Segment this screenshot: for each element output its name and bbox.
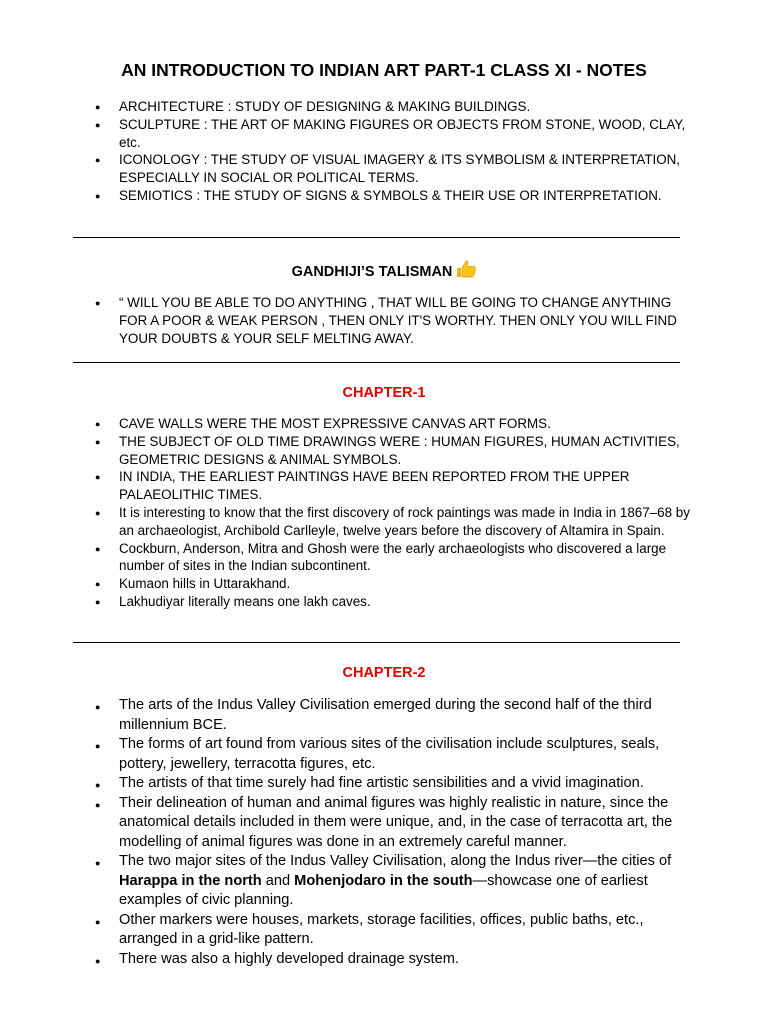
- list-item: ● Cockburn, Anderson, Mitra and Ghosh were the early archaeologists who discovered a large number of sites in the Indian subcontinent.: [95, 540, 695, 576]
- list-item: ● CAVE WALLS WERE THE MOST EXPRESSIVE CANVAS ART FORMS.: [95, 415, 695, 433]
- list-item: ● “ WILL YOU BE ABLE TO DO ANYTHING , THAT WILL BE GOING TO CHANGE ANYTHING FOR A POOR & WEAK PERSON , THEN ONLY IT'S WORTHY. THEN ONLY YOU WILL FIND YOUR DOUBTS & YOUR SELF MELTING AWAY.: [95, 294, 695, 347]
- list-item: ● Their delineation of human and animal figures was highly realistic in nature, since the anatomical details included in them were unique, and, in the case of terracotta art, the modelling of animal figures was done in an extremely careful manner.: [95, 794, 695, 853]
- list-item: ● Kumaon hills in Uttarakhand.: [95, 575, 695, 593]
- divider: [73, 237, 680, 238]
- list-item: ● The arts of the Indus Valley Civilisation emerged during the second half of the third millennium BCE.: [95, 696, 695, 735]
- thumbs-up-icon: [456, 260, 476, 282]
- list-item: ● ICONOLOGY : THE STUDY OF VISUAL IMAGERY & ITS SYMBOLISM & INTERPRETATION, ESPECIALLY IN SOCIAL OR POLITICAL TERMS.: [95, 151, 695, 187]
- page-title: AN INTRODUCTION TO INDIAN ART PART-1 CLASS XI - NOTES: [121, 60, 647, 80]
- list-item: ● Lakhudiyar literally means one lakh caves.: [95, 593, 695, 611]
- harappa-text: Harappa in the north: [119, 872, 262, 889]
- chapter-1-title: CHAPTER-1: [342, 385, 426, 401]
- chapter-1-list: [95, 415, 695, 611]
- list-item: ● Other markers were houses, markets, storage facilities, offices, public baths, etc., arranged in a grid-like pattern.: [95, 911, 695, 950]
- talisman-title: [0, 260, 768, 282]
- sites-text-before: The two major sites of the Indus Valley Civilisation, along the Indus river—the cities of: [119, 853, 672, 869]
- sites-text-after: —showcase one of earliest examples of civic planning.: [119, 872, 648, 908]
- mohenjodaro-text: Mohenjodaro in the south: [294, 872, 473, 889]
- list-item: ● There was also a highly developed drainage system.: [95, 950, 695, 970]
- talisman-list: [95, 294, 695, 347]
- intro-list: [95, 98, 695, 205]
- list-item: ● THE SUBJECT OF OLD TIME DRAWINGS WERE : HUMAN FIGURES, HUMAN ACTIVITIES, GEOMETRIC DESIGNS & ANIMAL SYMBOLS.: [95, 433, 695, 469]
- talisman-title-text: GANDHIJI’S TALISMAN: [291, 264, 453, 280]
- list-item: ● IN INDIA, THE EARLIEST PAINTINGS HAVE BEEN REPORTED FROM THE UPPER PALAEOLITHIC TIMES.: [95, 468, 695, 504]
- list-item: ● SCULPTURE : THE ART OF MAKING FIGURES OR OBJECTS FROM STONE, WOOD, CLAY, etc.: [95, 116, 695, 152]
- list-item: ● The artists of that time surely had fine artistic sensibilities and a vivid imagination.: [95, 774, 695, 794]
- divider: [73, 642, 680, 643]
- list-item: ● The forms of art found from various sites of the civilisation include sculptures, seals, pottery, jewellery, terracotta figures, etc.: [95, 735, 695, 774]
- divider: [73, 362, 680, 363]
- sites-text-middle: and: [261, 872, 295, 889]
- list-item-sites: [95, 852, 695, 911]
- chapter-2-title: CHAPTER-2: [342, 665, 426, 681]
- list-item: ● It is interesting to know that the first discovery of rock paintings was made in India in 1867–68 by an archaeologist, Archibold Carlleyle, twelve years before the discovery of Altamira in Spain.: [95, 504, 695, 540]
- list-item: ● ARCHITECTURE : STUDY OF DESIGNING & MAKING BUILDINGS.: [95, 98, 695, 116]
- chapter-2-list: [95, 696, 695, 969]
- list-item: ● SEMIOTICS : THE STUDY OF SIGNS & SYMBOLS & THEIR USE OR INTERPRETATION.: [95, 187, 695, 205]
